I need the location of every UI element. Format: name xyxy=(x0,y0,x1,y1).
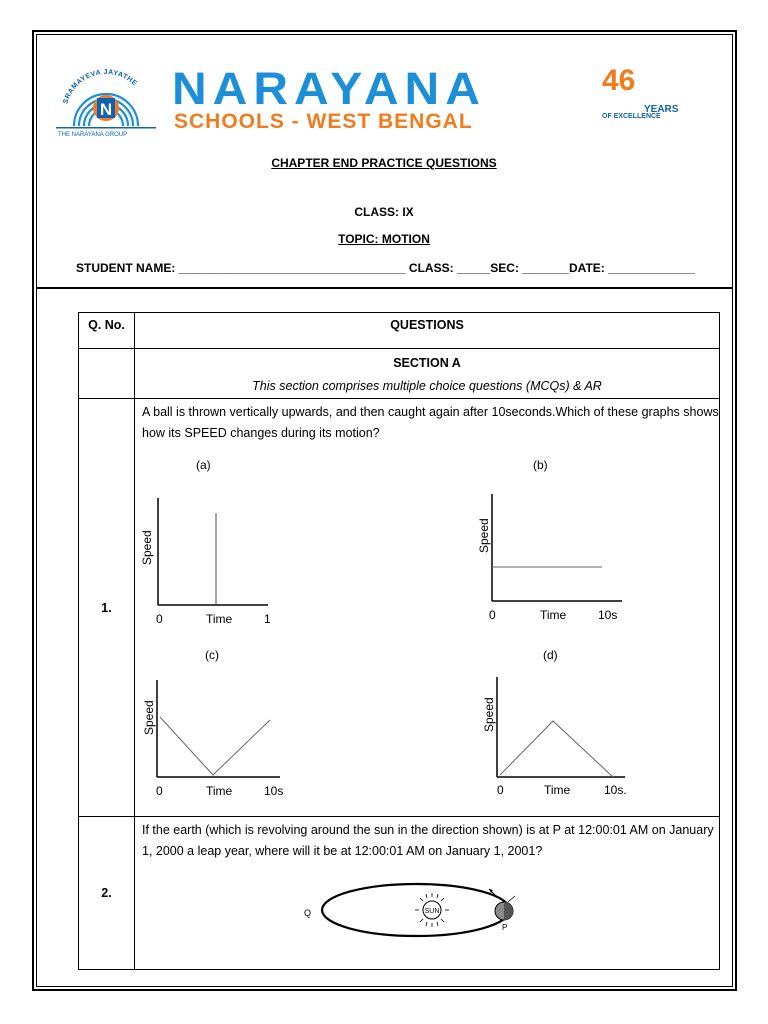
point-q-label: Q xyxy=(304,908,312,918)
section-title: SECTION A xyxy=(393,356,461,370)
graph-b-ylabel: Speed xyxy=(477,518,491,553)
questions-table xyxy=(78,312,720,970)
qno-header: Q. No. xyxy=(79,313,135,349)
sun-icon xyxy=(415,893,449,927)
graph-b-label: (b) xyxy=(533,458,548,472)
graph-b-xlabel: Time xyxy=(540,608,567,622)
graph-b-x-start: 0 xyxy=(489,608,496,622)
anniversary-excellence: OF EXCELLENCE xyxy=(602,113,661,120)
orbit-diagram xyxy=(300,878,530,958)
graph-a-label: (a) xyxy=(196,458,211,472)
graph-c-ylabel: Speed xyxy=(142,700,156,735)
graph-b xyxy=(474,488,634,628)
section-empty-cell xyxy=(79,349,135,399)
question-number-1: 1. xyxy=(79,399,135,817)
graph-a-x-start: 0 xyxy=(156,612,163,626)
graph-d-x-end: 10s. xyxy=(604,783,627,797)
narayana-logo xyxy=(52,68,160,140)
document-title: CHAPTER END PRACTICE QUESTIONS xyxy=(271,156,497,170)
graph-d-ylabel: Speed xyxy=(482,697,496,732)
graph-d-x-start: 0 xyxy=(497,783,504,797)
graph-c-curve xyxy=(160,717,270,775)
section-cell xyxy=(135,349,720,399)
graph-c-x-start: 0 xyxy=(156,784,163,798)
logo-arc-text: SRAMAYEVA JAYATHE xyxy=(62,68,139,105)
graph-c xyxy=(140,675,300,805)
anniversary-badge xyxy=(602,66,680,128)
logo-group-text: THE NARAYANA GROUP xyxy=(58,132,128,138)
header-divider xyxy=(36,287,733,289)
svg-text:N: N xyxy=(99,100,113,119)
question-text-1: A ball is thrown vertically upwards, and then caught again after 10seconds.Which of these graphs shows how its SPEED changes during its motion? xyxy=(142,405,719,440)
class-line: CLASS: IX xyxy=(354,205,414,219)
table-header-row xyxy=(79,313,720,349)
graph-d-xlabel: Time xyxy=(544,783,571,797)
graph-a xyxy=(138,490,288,630)
student-info-line: STUDENT NAME: __________________________________ CLASS: _____SEC: _______DATE: _____________ xyxy=(76,261,695,275)
graph-c-x-end: 10s xyxy=(264,784,284,798)
section-description: This section comprises multiple choice questions (MCQs) & AR xyxy=(252,379,602,393)
sun-label: SUN xyxy=(424,908,440,915)
section-row xyxy=(79,349,720,399)
graph-c-label: (c) xyxy=(205,648,219,662)
graph-a-x-end: 1 xyxy=(264,612,271,626)
questions-header: QUESTIONS xyxy=(135,313,720,349)
point-p-label: P xyxy=(502,923,508,932)
earth-icon xyxy=(495,902,513,920)
question-text-2: If the earth (which is revolving around the sun in the direction shown) is at P at 12:00:01 AM on January 1, 2000 a leap year, where will it be at 12:00:01 AM on January 1, 2001? xyxy=(142,823,714,858)
graph-d xyxy=(480,672,640,802)
anniversary-years: YEARS xyxy=(644,104,679,115)
topic-line: TOPIC: MOTION xyxy=(338,232,430,246)
brand-name: NARAYANA xyxy=(172,64,486,115)
graph-d-label: (d) xyxy=(543,648,558,662)
graph-d-curve xyxy=(500,721,613,777)
brand-subtitle: SCHOOLS - WEST BENGAL xyxy=(174,110,473,133)
anniversary-number: 46 xyxy=(602,64,636,97)
graph-a-ylabel: Speed xyxy=(140,530,154,565)
question-number-2: 2. xyxy=(79,817,135,970)
graph-c-xlabel: Time xyxy=(206,784,233,798)
graph-b-x-end: 10s xyxy=(598,608,618,622)
graph-a-xlabel: Time xyxy=(206,612,233,626)
